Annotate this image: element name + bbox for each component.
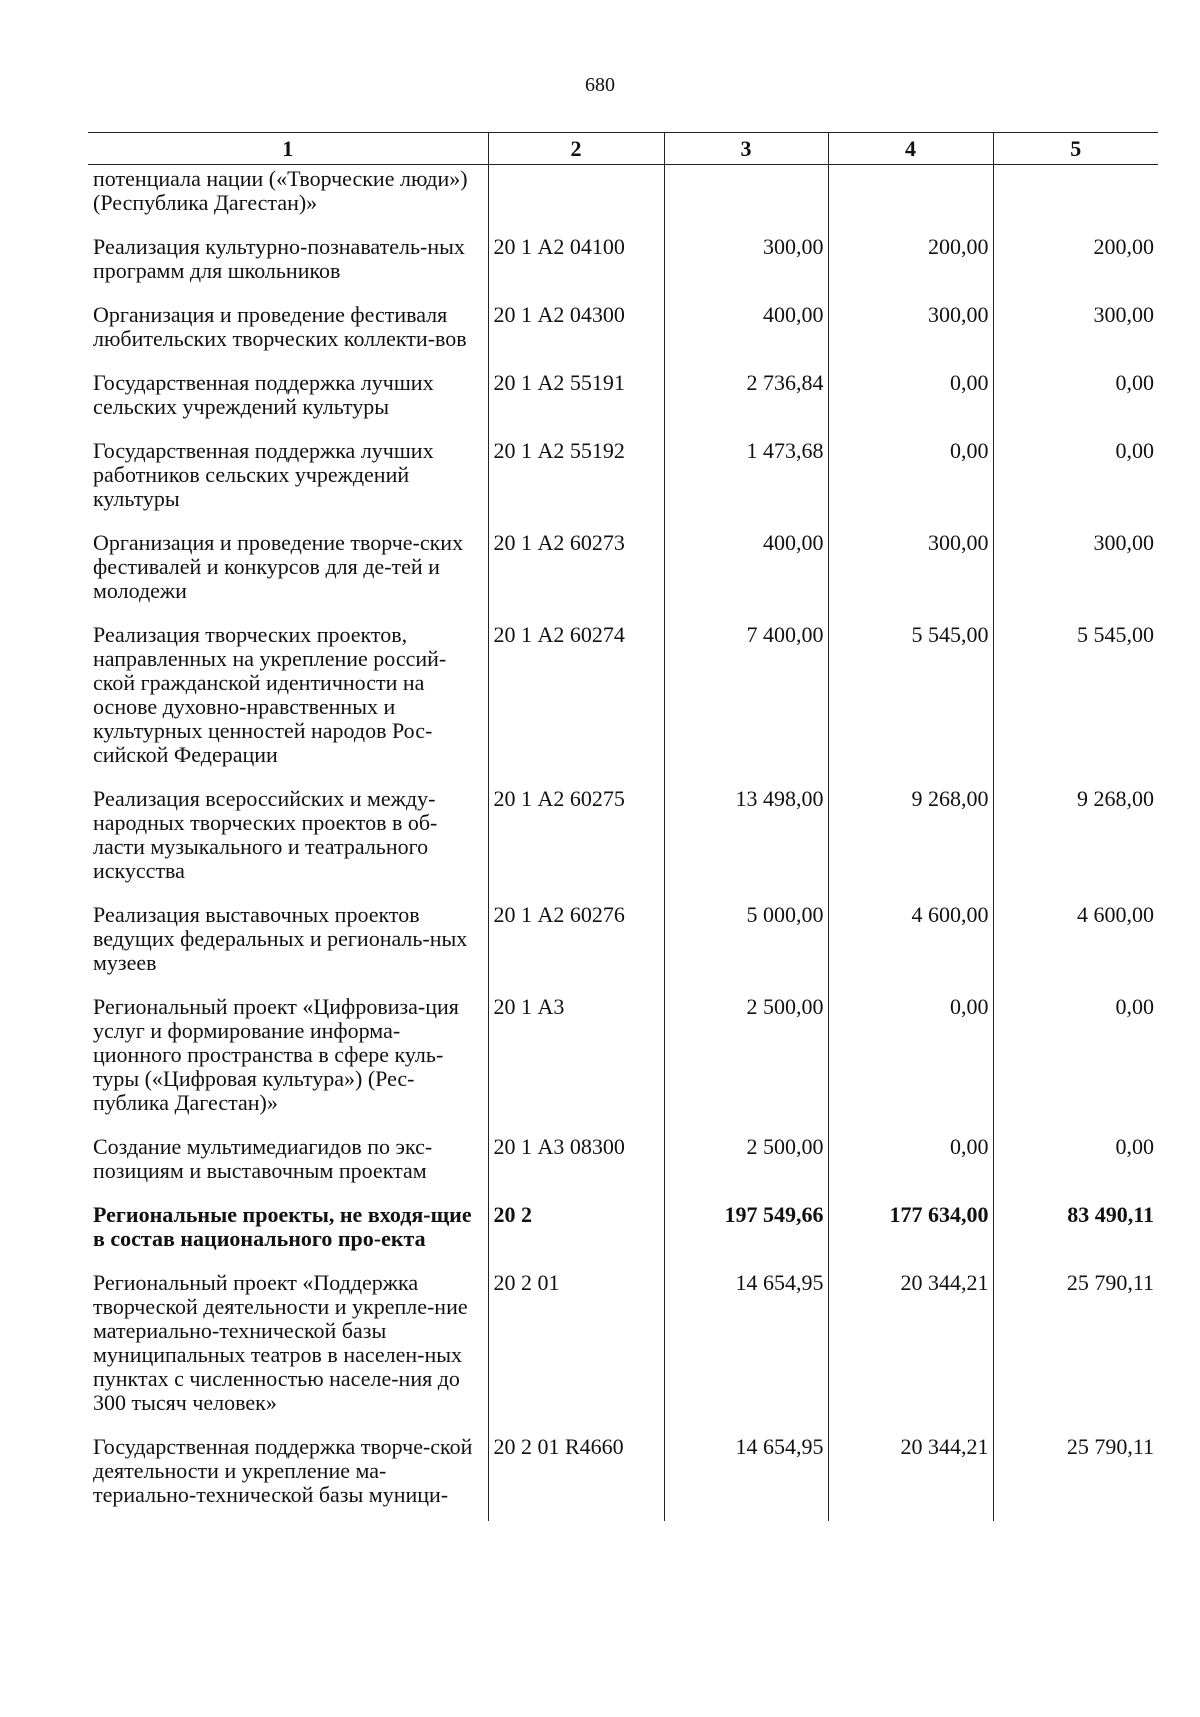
row-name: Организация и проведение фестиваля любительских творческих коллекти-вов [93,302,467,351]
table-row [88,993,1158,1133]
row-name: Региональный проект «Цифровиза-ция услуг и формирование информа-ционного пространства в сфере куль-туры («Цифровая культура») (Рес-публика Дагестан)» [93,994,459,1115]
row-value-4: 200,00 [828,233,993,301]
row-name: Региональные проекты, не входя-щие в состав национального про-екта [93,1202,472,1251]
row-value-5: 0,00 [993,993,1158,1133]
column-header-3: 3 [664,133,828,165]
row-value-5: 25 790,11 [993,1269,1158,1433]
row-value-5: 5 545,00 [993,621,1158,785]
row-name: потенциала нации («Творческие люди») (Республика Дагестан)» [93,166,468,215]
table-row [88,301,1158,369]
row-code: 20 1 А2 55192 [488,437,664,529]
row-name: Государственная поддержка лучших сельских учреждений культуры [93,370,434,419]
row-name: Региональный проект «Поддержка творческой деятельности и укрепле-ние материально-технической базы муниципальных театров в населен-ных пунктах с численностью населе-ния до 300 тысяч человек» [93,1270,468,1415]
row-value-5: 200,00 [993,233,1158,301]
row-value-3: 2 500,00 [664,993,828,1133]
row-value-4: 0,00 [828,369,993,437]
table-row [88,233,1158,301]
row-value-4: 0,00 [828,993,993,1133]
row-code: 20 1 А2 60276 [488,901,664,993]
column-header-5: 5 [993,133,1158,165]
table-row [88,529,1158,621]
row-value-4 [828,165,993,234]
row-value-5: 9 268,00 [993,785,1158,901]
row-value-4: 0,00 [828,437,993,529]
row-name: Организация и проведение творче-ских фестивалей и конкурсов для де-тей и молодежи [93,530,464,603]
row-value-4: 20 344,21 [828,1269,993,1433]
row-value-3: 197 549,66 [664,1201,828,1269]
table-row [88,369,1158,437]
row-value-5: 25 790,11 [993,1433,1158,1521]
row-value-4: 0,00 [828,1133,993,1201]
table-header-row [88,133,1158,165]
column-header-1: 1 [88,133,488,165]
row-code: 20 1 А2 04300 [488,301,664,369]
row-value-3: 14 654,95 [664,1433,828,1521]
row-value-3: 2 500,00 [664,1133,828,1201]
table-row [88,901,1158,993]
table-row [88,437,1158,529]
table-row [88,621,1158,785]
budget-table [88,132,1158,1521]
row-name: Государственная поддержка лучших работников сельских учреждений культуры [93,438,434,511]
row-value-3: 13 498,00 [664,785,828,901]
row-value-3: 7 400,00 [664,621,828,785]
table-row [88,165,1158,234]
row-code: 20 1 А2 55191 [488,369,664,437]
row-code: 20 2 01 [488,1269,664,1433]
row-code: 20 2 01 R4660 [488,1433,664,1521]
row-value-4: 20 344,21 [828,1433,993,1521]
row-value-4: 300,00 [828,301,993,369]
row-value-3: 2 736,84 [664,369,828,437]
row-code [488,165,664,234]
table-row [88,1433,1158,1521]
row-code: 20 1 А2 04100 [488,233,664,301]
row-code: 20 2 [488,1201,664,1269]
row-value-3: 14 654,95 [664,1269,828,1433]
row-code: 20 1 А3 [488,993,664,1133]
row-value-3: 300,00 [664,233,828,301]
row-value-5: 300,00 [993,529,1158,621]
row-value-4: 177 634,00 [828,1201,993,1269]
table-row [88,785,1158,901]
row-value-4: 4 600,00 [828,901,993,993]
row-code: 20 1 А3 08300 [488,1133,664,1201]
row-value-3: 400,00 [664,529,828,621]
row-value-5: 4 600,00 [993,901,1158,993]
row-code: 20 1 А2 60273 [488,529,664,621]
row-value-5: 83 490,11 [993,1201,1158,1269]
row-value-3: 1 473,68 [664,437,828,529]
column-header-4: 4 [828,133,993,165]
row-value-5: 0,00 [993,437,1158,529]
row-value-3: 400,00 [664,301,828,369]
page-number: 680 [585,74,615,96]
row-name: Создание мультимедиагидов по экс-позициям и выставочным проектам [93,1134,433,1183]
row-value-5: 300,00 [993,301,1158,369]
row-value-4: 9 268,00 [828,785,993,901]
row-value-3 [664,165,828,234]
row-value-5 [993,165,1158,234]
row-code: 20 1 А2 60274 [488,621,664,785]
row-value-5: 0,00 [993,1133,1158,1201]
row-name: Реализация выставочных проектов ведущих федеральных и региональ-ных музеев [93,902,468,975]
row-name: Реализация всероссийских и между-народных творческих проектов в об-ласти музыкального и театрального искусства [93,786,438,883]
row-value-4: 300,00 [828,529,993,621]
row-name: Реализация культурно-познаватель-ных программ для школьников [93,234,465,283]
row-value-5: 0,00 [993,369,1158,437]
row-code: 20 1 А2 60275 [488,785,664,901]
row-name: Реализация творческих проектов, направленных на укрепление россий-ской гражданской идентичности на основе духовно-нравственных и культурных ценностей народов Рос-сийской Федерации [93,622,447,767]
row-value-4: 5 545,00 [828,621,993,785]
table-row [88,1133,1158,1201]
row-value-3: 5 000,00 [664,901,828,993]
table-body [88,165,1158,1522]
column-header-2: 2 [488,133,664,165]
row-name: Государственная поддержка творче-ской деятельности и укрепление ма-териально-технической базы муници- [93,1434,473,1507]
table-row [88,1269,1158,1433]
table-row [88,1201,1158,1269]
